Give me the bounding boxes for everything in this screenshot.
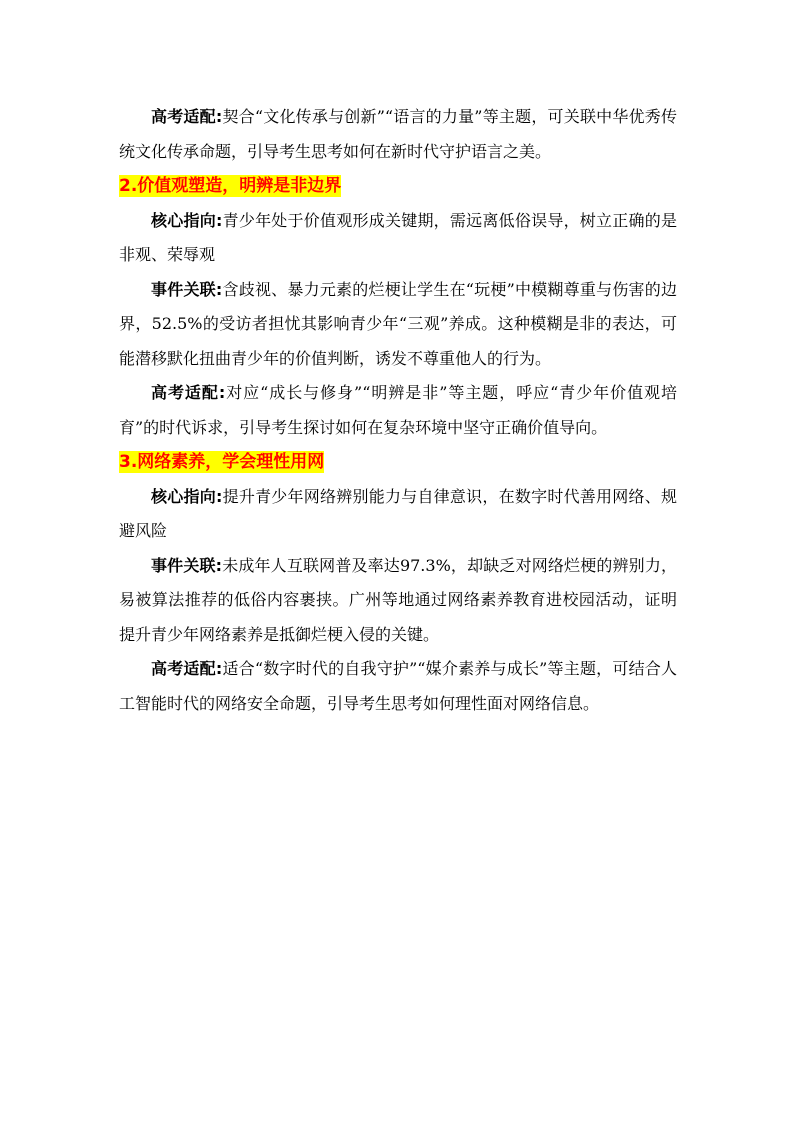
paragraph-text: 含歧视、暴力元素的烂梗让学生在“玩梗”中模糊尊重与伤害的边界，52.5%的受访者担忧其影响青少年“三观”养成。这种模糊是非的表达，可能潜移默化扭曲青少年的价值判断，诱发不尊重他人的行为。 (119, 279, 677, 368)
paragraph-gaokao-fit-3 (119, 652, 677, 721)
paragraph-text: 适合“数字时代的自我守护”“媒介素养与成长”等主题，可结合人工智能时代的网络安全命题，引导考生思考如何理性面对网络信息。 (119, 659, 677, 713)
paragraph-gaokao-fit-2 (119, 376, 677, 445)
paragraph-text: 提升青少年网络辨别能力与自律意识，在数字时代善用网络、规避风险 (119, 486, 677, 540)
section-heading-2 (119, 169, 677, 204)
heading-text: 2.价值观塑造，明辨是非边界 (119, 176, 342, 196)
paragraph-event-link-3 (119, 549, 677, 653)
paragraph-core-direction-3 (119, 480, 677, 549)
paragraph-text: 未成年人互联网普及率达97.3%，却缺乏对网络烂梗的辨别力，易被算法推荐的低俗内容裹挟。广州等地通过网络素养教育进校园活动，证明提升青少年网络素养是抵御烂梗入侵的关键。 (119, 555, 677, 644)
paragraph-label: 事件关联: (151, 279, 223, 299)
paragraph-label: 高考适配: (151, 383, 226, 402)
section-heading-3 (119, 445, 677, 480)
paragraph-label: 核心指向: (151, 486, 223, 506)
paragraph-event-link-2 (119, 273, 677, 377)
paragraph-label: 高考适配: (151, 107, 223, 126)
paragraph-label: 事件关联: (151, 555, 223, 575)
paragraph-text: 契合“文化传承与创新”“语言的力量”等主题，可关联中华优秀传统文化传承命题，引导考生思考如何在新时代守护语言之美。 (119, 107, 677, 161)
document-body (119, 100, 677, 721)
paragraph-text: 对应“成长与修身”“明辨是非”等主题，呼应“青少年价值观培育”的时代诉求，引导考生探讨如何在复杂环境中坚守正确价值导向。 (119, 383, 678, 437)
paragraph-core-direction-2 (119, 204, 677, 273)
paragraph-label: 核心指向: (151, 210, 223, 230)
paragraph-label: 高考适配: (151, 659, 223, 678)
paragraph-text: 青少年处于价值观形成关键期，需远离低俗误导，树立正确的是非观、荣辱观 (119, 210, 677, 264)
paragraph-gaokao-fit-1 (119, 100, 677, 169)
heading-text: 3.网络素养，学会理性用网 (119, 452, 325, 472)
